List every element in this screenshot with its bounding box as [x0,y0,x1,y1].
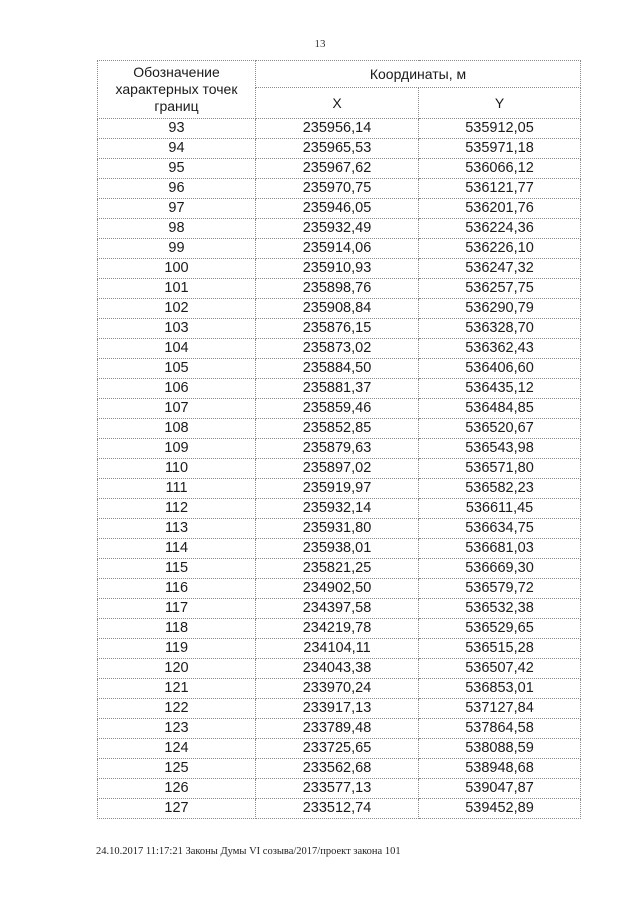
table-row [98,799,581,819]
table-row [98,759,581,779]
cell-y: 535971,18 [419,139,581,159]
cell-y: 537127,84 [419,699,581,719]
table-row [98,159,581,179]
cell-x: 234219,78 [256,619,419,639]
cell-y: 536290,79 [419,299,581,319]
table-row [98,419,581,439]
table-row [98,139,581,159]
cell-point: 124 [98,739,256,759]
cell-y: 536520,67 [419,419,581,439]
table-row [98,739,581,759]
cell-point: 99 [98,239,256,259]
table-row [98,699,581,719]
cell-x: 235859,46 [256,399,419,419]
cell-point: 126 [98,779,256,799]
table-row [98,559,581,579]
cell-y: 535912,05 [419,119,581,139]
cell-x: 234397,58 [256,599,419,619]
table-row [98,479,581,499]
cell-y: 536257,75 [419,279,581,299]
table-row [98,239,581,259]
cell-x: 234902,50 [256,579,419,599]
table-row [98,259,581,279]
table-row [98,599,581,619]
cell-x: 233970,24 [256,679,419,699]
header-coordinates: Координаты, м [256,61,581,88]
table-row [98,659,581,679]
table-row [98,439,581,459]
cell-y: 536226,10 [419,239,581,259]
table-row [98,359,581,379]
cell-point: 121 [98,679,256,699]
table-row [98,279,581,299]
cell-x: 235881,37 [256,379,419,399]
cell-point: 119 [98,639,256,659]
table-row [98,779,581,799]
cell-point: 109 [98,439,256,459]
header-x: X [256,88,419,119]
cell-x: 235932,14 [256,499,419,519]
cell-y: 536571,80 [419,459,581,479]
cell-point: 104 [98,339,256,359]
table-header-row [98,61,581,88]
table-row [98,119,581,139]
cell-y: 536532,38 [419,599,581,619]
cell-y: 539047,87 [419,779,581,799]
cell-x: 235873,02 [256,339,419,359]
table-row [98,519,581,539]
cell-y: 536201,76 [419,199,581,219]
cell-y: 536582,23 [419,479,581,499]
header-y: Y [419,88,581,119]
cell-y: 536681,03 [419,539,581,559]
coordinates-table [97,60,581,819]
header-point-designation: Обозначение характерных точек границ [98,61,256,119]
cell-point: 100 [98,259,256,279]
cell-x: 235932,49 [256,219,419,239]
cell-x: 235898,76 [256,279,419,299]
cell-x: 234104,11 [256,639,419,659]
cell-x: 235852,85 [256,419,419,439]
cell-point: 105 [98,359,256,379]
cell-point: 120 [98,659,256,679]
cell-point: 108 [98,419,256,439]
cell-point: 127 [98,799,256,819]
cell-point: 98 [98,219,256,239]
cell-y: 536579,72 [419,579,581,599]
cell-x: 233512,74 [256,799,419,819]
cell-x: 233917,13 [256,699,419,719]
cell-x: 235821,25 [256,559,419,579]
cell-point: 101 [98,279,256,299]
cell-point: 115 [98,559,256,579]
table-row [98,499,581,519]
cell-y: 536669,30 [419,559,581,579]
cell-y: 536543,98 [419,439,581,459]
cell-x: 235919,97 [256,479,419,499]
table-row [98,199,581,219]
cell-y: 536362,43 [419,339,581,359]
cell-y: 536247,32 [419,259,581,279]
table-body [98,119,581,819]
cell-point: 117 [98,599,256,619]
cell-x: 233577,13 [256,779,419,799]
cell-point: 96 [98,179,256,199]
cell-x: 235956,14 [256,119,419,139]
cell-x: 235970,75 [256,179,419,199]
cell-point: 114 [98,539,256,559]
cell-point: 94 [98,139,256,159]
table-row [98,539,581,559]
cell-x: 233725,65 [256,739,419,759]
cell-point: 113 [98,519,256,539]
cell-point: 112 [98,499,256,519]
cell-y: 536224,36 [419,219,581,239]
cell-point: 111 [98,479,256,499]
cell-y: 539452,89 [419,799,581,819]
table-row [98,299,581,319]
cell-x: 233562,68 [256,759,419,779]
cell-y: 536634,75 [419,519,581,539]
cell-x: 235946,05 [256,199,419,219]
cell-x: 235967,62 [256,159,419,179]
cell-x: 235910,93 [256,259,419,279]
cell-x: 235879,63 [256,439,419,459]
cell-point: 103 [98,319,256,339]
cell-x: 235884,50 [256,359,419,379]
table-row [98,619,581,639]
cell-y: 536507,42 [419,659,581,679]
table-row [98,679,581,699]
cell-x: 235908,84 [256,299,419,319]
table-row [98,319,581,339]
cell-x: 235914,06 [256,239,419,259]
cell-x: 235897,02 [256,459,419,479]
cell-y: 536406,60 [419,359,581,379]
cell-point: 95 [98,159,256,179]
cell-point: 93 [98,119,256,139]
table-row [98,399,581,419]
cell-x: 233789,48 [256,719,419,739]
cell-y: 538948,68 [419,759,581,779]
cell-y: 538088,59 [419,739,581,759]
cell-x: 234043,38 [256,659,419,679]
table-row [98,339,581,359]
cell-y: 536484,85 [419,399,581,419]
cell-point: 116 [98,579,256,599]
cell-point: 125 [98,759,256,779]
cell-y: 536611,45 [419,499,581,519]
cell-point: 110 [98,459,256,479]
cell-y: 537864,58 [419,719,581,739]
cell-y: 536529,65 [419,619,581,639]
cell-point: 97 [98,199,256,219]
cell-x: 235876,15 [256,319,419,339]
cell-point: 107 [98,399,256,419]
cell-point: 122 [98,699,256,719]
table-row [98,639,581,659]
cell-point: 102 [98,299,256,319]
cell-x: 235965,53 [256,139,419,159]
document-footer: 24.10.2017 11:17:21 Законы Думы VI созыва/2017/проект закона 101 [96,846,401,857]
table-row [98,579,581,599]
table-row [98,219,581,239]
table-row [98,459,581,479]
page-number: 13 [314,38,326,50]
cell-x: 235938,01 [256,539,419,559]
cell-point: 123 [98,719,256,739]
cell-y: 536066,12 [419,159,581,179]
cell-point: 106 [98,379,256,399]
cell-y: 536515,28 [419,639,581,659]
cell-point: 118 [98,619,256,639]
table-row [98,179,581,199]
cell-y: 536121,77 [419,179,581,199]
cell-y: 536435,12 [419,379,581,399]
table-row [98,379,581,399]
table-row [98,719,581,739]
cell-y: 536328,70 [419,319,581,339]
cell-y: 536853,01 [419,679,581,699]
cell-x: 235931,80 [256,519,419,539]
